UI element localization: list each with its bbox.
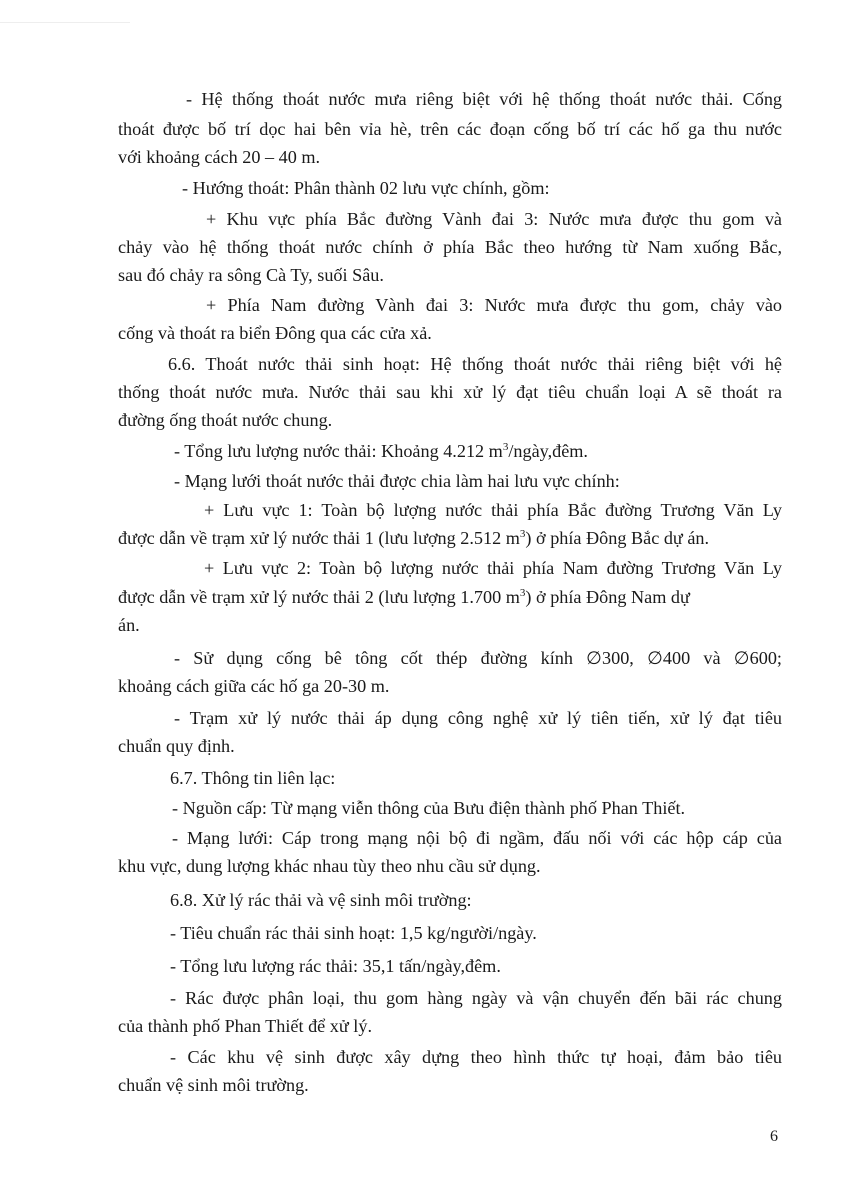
text-line: - Tổng lưu lượng rác thải: 35,1 tấn/ngày,đêm. — [170, 956, 501, 976]
section-heading-6-8: 6.8. Xử lý rác thải và vệ sinh môi trường: — [170, 890, 472, 910]
section-heading-6-7: 6.7. Thông tin liên lạc: — [170, 768, 336, 788]
text-line: - Sử dụng cống bê tông cốt thép đường kính ∅300, ∅400 và ∅600; — [174, 648, 782, 668]
text-line: khoảng cách giữa các hố ga 20-30 m. — [118, 676, 390, 696]
text-line: chuẩn quy định. — [118, 736, 235, 756]
text-line: sau đó chảy ra sông Cà Ty, suối Sâu. — [118, 265, 384, 285]
text-line: chảy vào hệ thống thoát nước chính ở phía Bắc theo hướng từ Nam xuống Bắc, — [118, 237, 782, 257]
text-line: - Mạng lưới: Cáp trong mạng nội bộ đi ngầm, đấu nối với các hộp cáp của — [172, 828, 782, 848]
text-line: + Phía Nam đường Vành đai 3: Nước mưa được thu gom, chảy vào — [206, 295, 782, 315]
text-line: - Các khu vệ sinh được xây dựng theo hình thức tự hoại, đảm bảo tiêu — [170, 1047, 782, 1067]
top-divider — [0, 22, 130, 23]
text-line: khu vực, dung lượng khác nhau tùy theo nhu cầu sử dụng. — [118, 856, 541, 876]
text-line: của thành phố Phan Thiết để xử lý. — [118, 1016, 372, 1036]
section-heading-6-6: 6.6. Thoát nước thải sinh hoạt: Hệ thống thoát nước thải riêng biệt với hệ — [168, 354, 782, 374]
text-line: với khoảng cách 20 – 40 m. — [118, 147, 321, 167]
text-line: + Lưu vực 1: Toàn bộ lượng nước thải phía Bắc đường Trương Văn Ly — [204, 500, 782, 520]
text-line: cống và thoát ra biển Đông qua các cửa xả. — [118, 323, 432, 343]
text-line: - Hướng thoát: Phân thành 02 lưu vực chính, gồm: — [182, 178, 550, 198]
text-line: - Nguồn cấp: Từ mạng viễn thông của Bưu điện thành phố Phan Thiết. — [172, 798, 686, 818]
text-line: - Hệ thống thoát nước mưa riêng biệt với hệ thống thoát nước thải. Cống — [186, 89, 782, 109]
text-line: án. — [118, 615, 140, 635]
text-line: chuẩn vệ sinh môi trường. — [118, 1075, 309, 1095]
text-line: thống thoát nước mưa. Nước thải sau khi xử lý đạt tiêu chuẩn loại A sẽ thoát ra — [118, 382, 782, 402]
text-line: - Tổng lưu lượng nước thải: Khoảng 4.212 $m^3/ngày,đêm$. — [174, 440, 588, 461]
text-line: - Tiêu chuẩn rác thải sinh hoạt: 1,5 kg/người/ngày. — [170, 923, 537, 943]
page-number: 6 — [770, 1128, 778, 1145]
text-line: - Rác được phân loại, thu gom hàng ngày và vận chuyển đến bãi rác chung — [170, 988, 782, 1008]
text-line: thoát được bố trí dọc hai bên vỉa hè, trên các đoạn cống bố trí các hố ga thu nước — [118, 119, 782, 139]
text-line: được dẫn về trạm xử lý nước thải 2 (lưu lượng 1.700 $m^3$) ở phía Đông Nam dự — [118, 586, 690, 607]
text-line: - Trạm xử lý nước thải áp dụng công nghệ xử lý tiên tiến, xử lý đạt tiêu — [174, 708, 782, 728]
text-line: - Mạng lưới thoát nước thải được chia làm hai lưu vực chính: — [174, 471, 620, 491]
text-line: đường ống thoát nước chung. — [118, 410, 333, 430]
text-line: + Khu vực phía Bắc đường Vành đai 3: Nước mưa được thu gom và — [206, 209, 782, 229]
text-line: + Lưu vực 2: Toàn bộ lượng nước thải phía Nam đường Trương Văn Ly — [204, 558, 782, 578]
text-line: được dẫn về trạm xử lý nước thải 1 (lưu lượng 2.512 $m^3$) ở phía Đông Bắc dự án. — [118, 527, 710, 548]
